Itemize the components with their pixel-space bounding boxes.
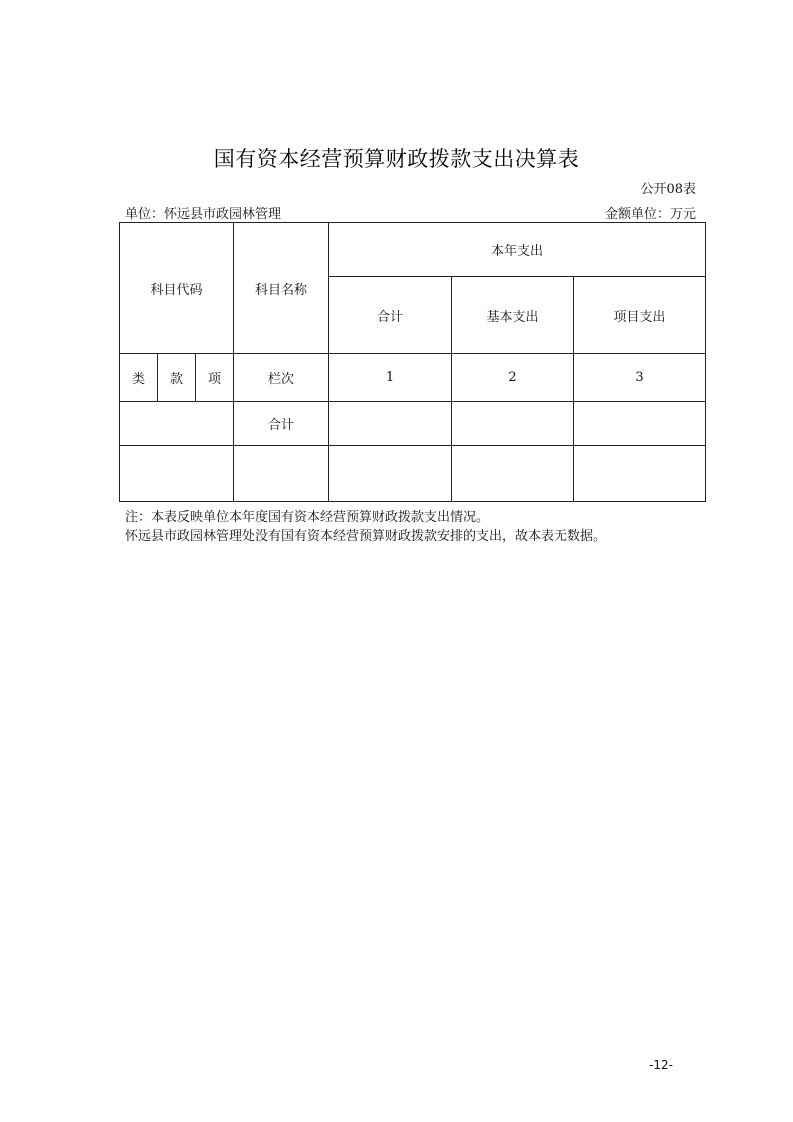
table-notes bbox=[125, 508, 606, 546]
total-row-project-cell bbox=[574, 402, 706, 446]
header-section: 款 bbox=[158, 354, 196, 402]
total-row-basic-cell bbox=[452, 402, 574, 446]
header-total: 合计 bbox=[329, 277, 452, 354]
expense-table bbox=[119, 222, 706, 502]
header-subject-code: 科目代码 bbox=[120, 223, 234, 354]
amount-unit-label: 金额单位：万元 bbox=[604, 207, 696, 222]
column-number-2: 2 bbox=[452, 354, 574, 402]
empty-row-project-cell bbox=[574, 446, 706, 502]
empty-row-total-cell bbox=[329, 446, 452, 502]
form-number: 公开08表 bbox=[640, 182, 696, 197]
page-title: 国有资本经营预算财政拨款支出决算表 bbox=[213, 147, 580, 171]
header-basic-expense: 基本支出 bbox=[452, 277, 574, 354]
total-row-code-cell bbox=[120, 402, 234, 446]
header-subject-name: 科目名称 bbox=[234, 223, 329, 354]
empty-row-basic-cell bbox=[452, 446, 574, 502]
header-current-year-expense: 本年支出 bbox=[329, 223, 706, 277]
header-item: 项 bbox=[196, 354, 234, 402]
header-column-number: 栏次 bbox=[234, 354, 329, 402]
header-project-expense: 项目支出 bbox=[574, 277, 706, 354]
column-number-1: 1 bbox=[329, 354, 452, 402]
note-line: 注：本表反映单位本年度国有资本经营预算财政拨款支出情况。 bbox=[125, 510, 490, 525]
unit-label: 单位：怀远县市政园林管理 bbox=[125, 207, 282, 222]
empty-row-name-cell bbox=[234, 446, 329, 502]
total-row-total-cell bbox=[329, 402, 452, 446]
page-number: -12- bbox=[649, 1058, 673, 1072]
empty-row-code-cell bbox=[120, 446, 234, 502]
column-number-3: 3 bbox=[574, 354, 706, 402]
total-row-label: 合计 bbox=[234, 402, 329, 446]
header-category: 类 bbox=[120, 354, 158, 402]
note-line: 怀远县市政园林管理处没有国有资本经营预算财政拨款安排的支出，故本表无数据。 bbox=[125, 529, 607, 544]
